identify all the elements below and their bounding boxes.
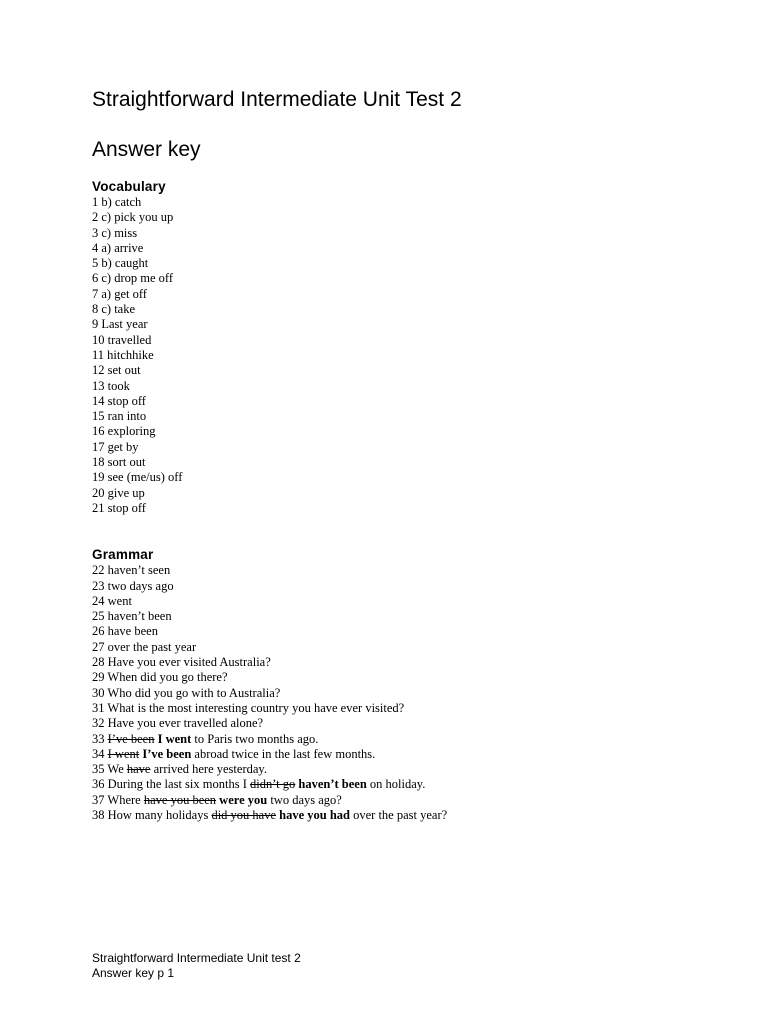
corrected-text: I went (154, 731, 192, 746)
answer-item: 10 travelled (92, 332, 152, 347)
correction-item (92, 793, 732, 808)
grammar-list (92, 563, 732, 731)
footer-line-title: Straightforward Intermediate Unit test 2 (92, 951, 301, 965)
answer-item: 6 c) drop me off (92, 271, 173, 286)
answer-item: 7 a) get off (92, 286, 147, 301)
answer-item: 24 went (92, 593, 132, 608)
correction-text: two days ago? (267, 792, 342, 807)
answer-item: 14 stop off (92, 393, 146, 408)
answer-item: 19 see (me/us) off (92, 470, 183, 485)
answer-item: 16 exploring (92, 424, 156, 439)
correction-item (92, 808, 732, 823)
corrected-text: I’ve been (139, 746, 192, 761)
corrected-text: have you had (276, 807, 350, 822)
correction-item (92, 732, 732, 747)
answer-item: 1 b) catch (92, 195, 142, 209)
answer-item: 18 sort out (92, 455, 146, 470)
document-subtitle: Answer key (92, 138, 201, 161)
answer-item: 23 two days ago (92, 578, 174, 593)
correction-text: 37 Where (92, 792, 144, 807)
grammar-correction-list (92, 732, 732, 824)
answer-item: 3 c) miss (92, 225, 138, 240)
correction-item (92, 762, 732, 777)
correction-text: 38 How many holidays (92, 807, 212, 822)
correction-text: arrived here yesterday. (150, 762, 267, 777)
corrected-text: were you (216, 792, 268, 807)
correction-item (92, 777, 732, 792)
answer-item: 25 haven’t been (92, 609, 172, 624)
answer-item: 2 c) pick you up (92, 210, 174, 225)
struck-text: have you been (143, 792, 217, 807)
answer-item: 17 get by (92, 439, 139, 454)
correction-text: 34 (92, 746, 108, 761)
answer-item: 20 give up (92, 485, 145, 500)
vocabulary-heading: Vocabulary (92, 179, 166, 194)
struck-text: didn’t go (249, 777, 296, 792)
document-title: Straightforward Intermediate Unit Test 2 (92, 88, 462, 111)
answer-item: 13 took (92, 378, 130, 393)
answer-item: 32 Have you ever travelled alone? (92, 716, 264, 731)
answer-item: 4 a) arrive (92, 240, 144, 255)
struck-text: I went (107, 746, 140, 761)
correction-item (92, 747, 732, 762)
answer-item: 26 have been (92, 624, 158, 639)
footer-line-page: Answer key p 1 (92, 966, 175, 980)
correction-text: over the past year? (350, 807, 448, 822)
answer-item: 11 hitchhike (92, 347, 154, 362)
struck-text: I’ve been (107, 731, 155, 746)
correction-text: on holiday. (366, 777, 426, 792)
answer-item: 15 ran into (92, 409, 147, 424)
page-footer (92, 951, 301, 981)
answer-item: 31 What is the most interesting country you have ever visited? (92, 700, 405, 715)
answer-item: 21 stop off (92, 500, 146, 515)
answer-item: 12 set out (92, 363, 141, 378)
struck-text: did you have (211, 807, 277, 822)
correction-text: 35 We (92, 762, 127, 777)
correction-text: 33 (92, 731, 108, 746)
answer-item: 9 Last year (92, 317, 148, 332)
answer-item: 29 When did you go there? (92, 670, 228, 685)
correction-text: abroad twice in the last few months. (191, 746, 376, 761)
struck-text: have (126, 762, 151, 777)
correction-text: to Paris two months ago. (191, 731, 319, 746)
answer-item: 30 Who did you go with to Australia? (92, 685, 281, 700)
answer-item: 27 over the past year (92, 639, 197, 654)
answer-item: 8 c) take (92, 302, 136, 317)
vocabulary-list (92, 195, 732, 516)
correction-text: 36 During the last six months I (92, 777, 250, 792)
answer-item: 5 b) caught (92, 256, 149, 271)
answer-item: 22 haven’t seen (92, 563, 171, 578)
corrected-text: haven’t been (295, 777, 367, 792)
grammar-heading: Grammar (92, 547, 154, 563)
answer-item: 28 Have you ever visited Australia? (92, 655, 271, 670)
document-page (92, 86, 732, 823)
